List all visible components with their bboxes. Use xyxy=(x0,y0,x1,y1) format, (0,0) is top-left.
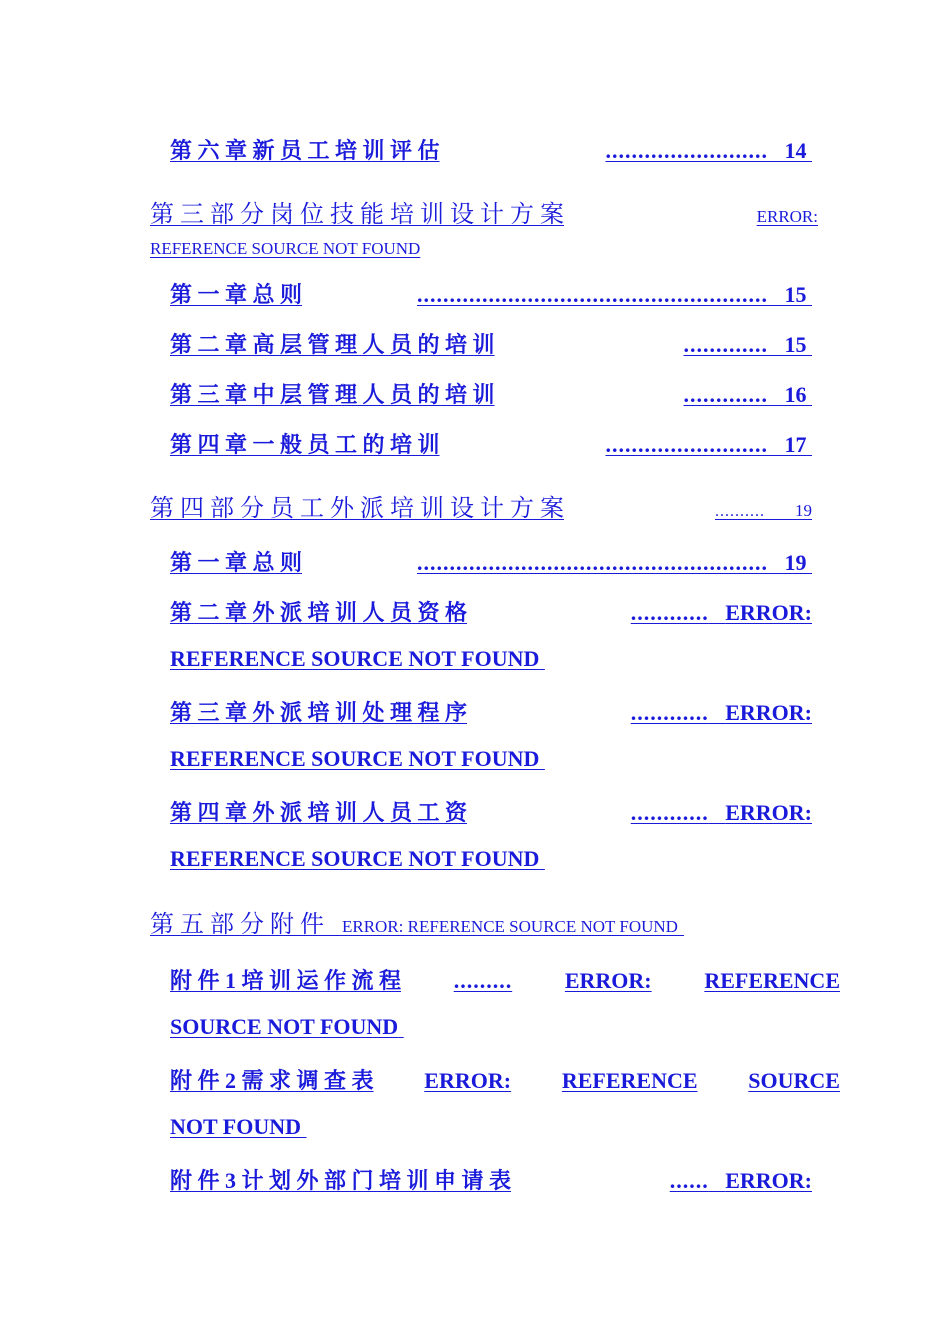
toc-error-text: NOT FOUND xyxy=(170,1114,301,1139)
toc-entry-label: 第 四 部 分 员 工 外 派 培 训 设 计 方 案 xyxy=(150,496,564,522)
toc-leader-dots: ......................... xyxy=(605,432,768,457)
toc-leader-dots: .......... xyxy=(715,503,765,520)
toc-entry-label: 第 四 章 外 派 培 训 人 员 工 资 xyxy=(170,800,468,825)
toc-page-number: 19 xyxy=(784,550,807,575)
toc-entry-label: 第 二 章 高 层 管 理 人 员 的 培 训 xyxy=(170,332,495,357)
toc-error-text: ERROR: xyxy=(725,800,812,825)
toc-page-number: 15 xyxy=(784,282,807,307)
toc-leader-dots: ......................... xyxy=(605,138,768,163)
toc-entry-label: 第 五 部 分 附 件 xyxy=(150,912,324,938)
toc-entry-p3-ch1-general[interactable] xyxy=(170,278,812,309)
toc-entry-label: 附 件 1 培 训 运 作 流 程 xyxy=(170,968,402,993)
toc-entry-p4-ch2-error-continuation[interactable] xyxy=(170,646,545,672)
toc-error-text: SOURCE xyxy=(748,1068,840,1093)
toc-error-text: REFERENCE SOURCE NOT FOUND xyxy=(170,846,540,871)
toc-entry-part4-external-training[interactable] xyxy=(150,488,812,523)
toc-entry-part3-skills-training[interactable] xyxy=(150,194,818,229)
toc-error-text: REFERENCE SOURCE NOT FOUND xyxy=(170,646,540,671)
toc-error-text: REFERENCE SOURCE NOT FOUND xyxy=(150,239,421,258)
toc-entry-label: 附 件 3 计 划 外 部 门 培 训 申 请 表 xyxy=(170,1168,512,1193)
toc-entry-label: 第 三 部 分 岗 位 技 能 培 训 设 计 方 案 xyxy=(150,202,564,228)
toc-page-number: 14 xyxy=(784,138,807,163)
toc-error-text: ERROR: xyxy=(725,1168,812,1193)
toc-entry-p3-ch2-senior-management[interactable] xyxy=(170,328,812,359)
toc-page-number: 16 xyxy=(784,382,807,407)
toc-leader-dots: ............ xyxy=(630,800,709,825)
toc-leader-dots: ...................................................... xyxy=(417,550,768,575)
toc-entry-p3-ch4-general-staff[interactable] xyxy=(170,428,812,459)
toc-entry-p3-ch3-middle-management[interactable] xyxy=(170,378,812,409)
toc-error-text: ERROR: xyxy=(424,1068,512,1093)
toc-leader-dots: ......... xyxy=(453,968,513,993)
toc-entry-p4-ch3-error-continuation[interactable] xyxy=(170,746,545,772)
toc-entry-label: 第 二 章 外 派 培 训 人 员 资 格 xyxy=(170,600,468,625)
toc-entry-p4-ch2-qualification[interactable] xyxy=(170,596,812,627)
toc-leader-dots: ...... xyxy=(669,1168,709,1193)
toc-entry-ch6-new-employee-evaluation[interactable] xyxy=(170,134,812,165)
toc-entry-p4-ch4-error-continuation[interactable] xyxy=(170,846,545,872)
toc-entry-p4-ch3-procedure[interactable] xyxy=(170,696,812,727)
toc-entry-label: 第 六 章 新 员 工 培 训 评 估 xyxy=(170,138,440,163)
toc-error-text: ERROR: xyxy=(725,700,812,725)
toc-entry-label: 第 四 章 一 般 员 工 的 培 训 xyxy=(170,432,440,457)
toc-page-number: 15 xyxy=(784,332,807,357)
toc-error-text: SOURCE NOT FOUND xyxy=(170,1014,399,1039)
toc-error-text: ERROR: xyxy=(756,207,818,226)
toc-entry-label: 附 件 2 需 求 调 查 表 xyxy=(170,1068,374,1093)
toc-error-text: ERROR: xyxy=(725,600,812,625)
toc-leader-dots: ............. xyxy=(683,382,768,407)
toc-leader-dots: ............ xyxy=(630,700,709,725)
toc-entry-p4-ch4-salary[interactable] xyxy=(170,796,812,827)
toc-error-text: REFERENCE SOURCE NOT FOUND xyxy=(170,746,540,771)
toc-entry-attachment-3-application[interactable] xyxy=(170,1164,812,1195)
toc-entry-part3-error-continuation[interactable] xyxy=(150,234,420,261)
toc-entry-label: 第 一 章 总 则 xyxy=(170,282,303,307)
toc-entry-attachment-1-workflow[interactable] xyxy=(170,964,840,995)
toc-page-number: 17 xyxy=(784,432,807,457)
toc-leader-dots: ............. xyxy=(683,332,768,357)
toc-entry-label: 第 一 章 总 则 xyxy=(170,550,303,575)
toc-entry-attachment-2-error-continuation[interactable] xyxy=(170,1114,307,1140)
toc-leader-dots: ............ xyxy=(630,600,709,625)
toc-entry-p4-ch1-general[interactable] xyxy=(170,546,812,577)
toc-error-text: ERROR: xyxy=(564,968,652,993)
toc-error-text: ERROR: REFERENCE SOURCE NOT FOUND xyxy=(342,917,678,936)
toc-entry-label: 第 三 章 外 派 培 训 处 理 程 序 xyxy=(170,700,468,725)
toc-leader-dots: ...................................................... xyxy=(417,282,768,307)
toc-page-number: 19 xyxy=(795,501,812,520)
toc-entry-label: 第 三 章 中 层 管 理 人 员 的 培 训 xyxy=(170,382,495,407)
toc-entry-attachment-2-survey[interactable] xyxy=(170,1064,840,1095)
toc-error-text: REFERENCE xyxy=(561,1068,698,1093)
toc-entry-attachment-1-error-continuation[interactable] xyxy=(170,1014,404,1040)
toc-entry-part5-attachments[interactable] xyxy=(150,904,684,939)
toc-error-text: REFERENCE xyxy=(704,968,840,993)
